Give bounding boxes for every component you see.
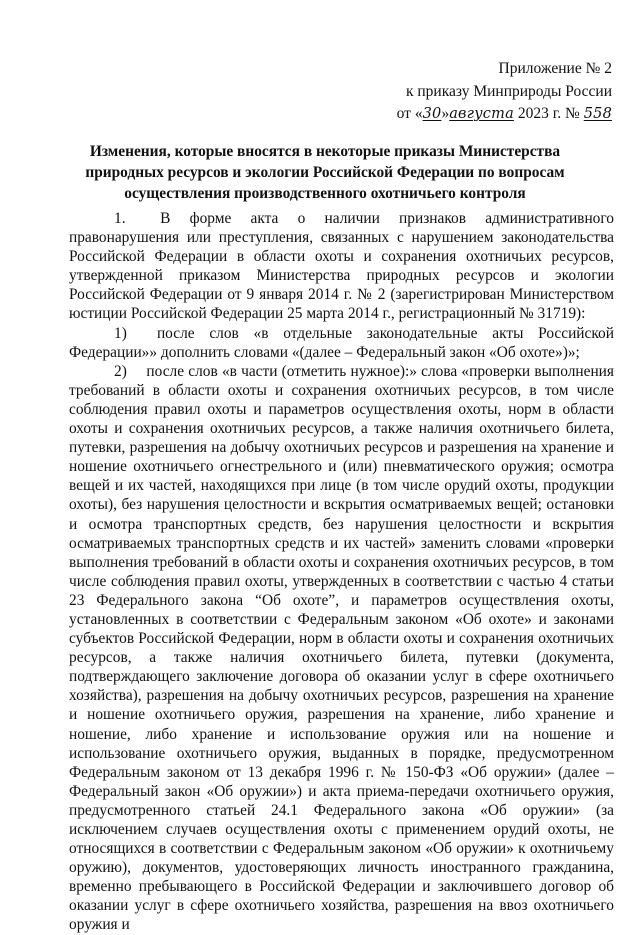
paragraph-1-item-2: 2) после слов «в части (отметить нужное):» слова «проверки выполнения требований в области охоты и сохранения охотничьих ресурсов, в том числе соблюдения правил охоты и параметров осуществления охоты, норм в области охоты и сохранения охотничьих ресурсов, а также наличия охотничьего билета, путевки, разрешения на добычу охотничьих ресурсов и разрешения на хранение и ношение охотничьего огнестрельного и (или) пневматического оружия; осмотра вещей и их частей, находящихся при лице (в том числе орудий охоты, продукции охоты), без нарушения целостности и вскрытия осматриваемых вещей; остановки и осмотра транспортных средств, без нарушения целостности и вскрытия осматриваемых транспортных средств и их частей» заменить словами «проверки выполнения требований в области охоты и сохранения охотничьих ресурсов, в том числе соблюдения правил охоты, утвержденных в соответствии с частью 4 статьи 23 Федерального закона “Об охоте”, и параметров осуществления охоты, установленных в соответствии с Федеральным законом «Об охоте» и законами субъектов Российской Федерации, норм в области охоты и сохранения охотничьих ресурсов, а также наличия охотничьего билета, путевки (документа, подтверждающего заключение договора об оказании услуг в сфере охотничьего хозяйства), разрешения на добычу охотничьих ресурсов, разрешения на хранение и ношение охотничьего оружия, разрешения на хранение, либо хранение и ношение, либо хранение и использование оружия или на ношение и использование охотничьего оружия, выданных в порядке, предусмотренном Федеральным законом от 13 декабря 1996 г. № 150-ФЗ «Об оружии» (далее – Федеральный закон «Об оружии») и акта приема-передачи охотничьего оружия, предусмотренного статьей 24.1 Федерального закона «Об оружии» (за исключением случаев осуществления охоты с применением орудий охоты, не относящихся в соответствии с Федеральным законом «Об оружии» к охотничьему оружию), документов, удостоверяющих личность иностранного гражданина, временно пребывающего в Российской Федерации и заключившего договор об оказании услуг в сфере охотничьего хозяйства, разрешения на ввоз охотничьего оружия и bbox=[69, 362, 614, 934]
date-prefix: от « bbox=[396, 105, 423, 122]
handwritten-order-number: 558 bbox=[583, 106, 612, 122]
appendix-header bbox=[397, 58, 612, 126]
document-body bbox=[69, 209, 614, 935]
paragraph-1-item-1: 1) после слов «в отдельные законодательные акты Российской Федерации»» дополнить словами «(далее – Федеральный закон «Об охоте»)»; bbox=[69, 324, 614, 361]
appendix-number: Приложение № 2 bbox=[498, 60, 612, 77]
appendix-order-ref: к приказу Минприроды России bbox=[405, 82, 612, 100]
paragraph-1: 1. В форме акта о наличии признаков административного правонарушения или преступления, связанных с нарушением законодательства Российской Федерации в области охоты и сохранения охотничьих ресурсов, утвержденной приказом Министерства природных ресурсов и экологии Российской Федерации от 9 января 2014 г. № 2 (зарегистрирован Министерством юстиции Российской Федерации 25 марта 2014 г., регистрационный № 31719): bbox=[69, 210, 614, 323]
date-quote: » bbox=[441, 105, 450, 122]
handwritten-day: 30 bbox=[422, 106, 442, 122]
document-title: Изменения, которые вносятся в некоторые приказы Министерства природных ресурсов и экологии Российской Федерации по вопросам осуществления производственного охотничьего контроля bbox=[85, 143, 565, 202]
appendix-date-line bbox=[397, 103, 612, 126]
date-year: 2023 г. № bbox=[513, 105, 584, 122]
handwritten-month: августа bbox=[449, 106, 514, 122]
